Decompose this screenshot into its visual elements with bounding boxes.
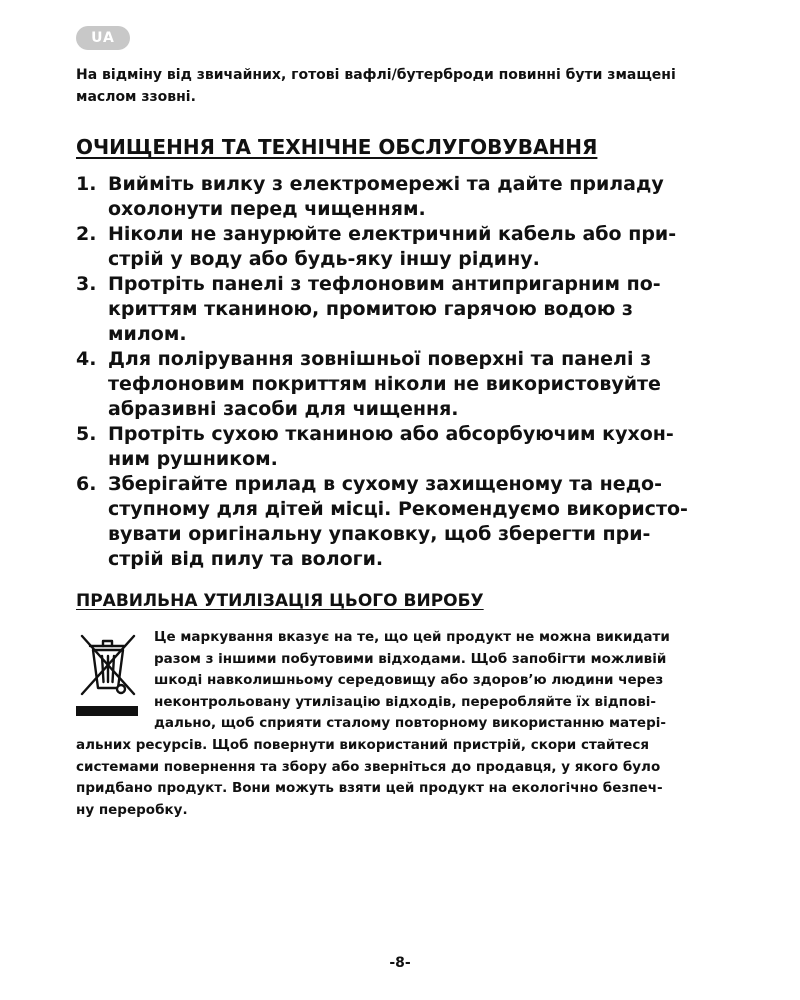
step-number: 2.	[76, 223, 97, 245]
step-text-line: Зберігайте прилад в сухому захищеному та недо-	[108, 473, 662, 495]
intro-line: На відміну від звичайних, готові вафлі/бутерброди повинні бути змащені	[76, 67, 676, 83]
step-text-line: криттям тканиною, промитою гарячою водою з	[108, 298, 633, 320]
disposal-text-line: системами повернення та збору або зверніться до продавця, у якого було	[76, 758, 661, 775]
disposal-text-line: дально, щоб сприяти сталому повторному використанню матері-	[154, 715, 666, 732]
step-text-line: тефлоновим покриттям ніколи не використовуйте	[108, 373, 661, 395]
step-number: 1.	[76, 173, 97, 195]
step-text-line: ступному для дітей місці. Рекомендуємо використо-	[108, 498, 688, 520]
language-badge: UA	[76, 26, 130, 50]
cleaning-step-6	[76, 472, 736, 572]
step-text-line: абразивні засоби для чищення.	[108, 398, 459, 420]
intro-line: маслом ззовні.	[76, 89, 196, 105]
cleaning-step-3	[76, 272, 736, 347]
step-number: 6.	[76, 473, 97, 495]
step-number: 5.	[76, 423, 97, 445]
disposal-text-line: ну переробку.	[76, 801, 188, 818]
disposal-text-line: неконтрольовану утилізацію відходів, переробляйте їх відпові-	[154, 693, 657, 710]
disposal-text-line: придбано продукт. Вони можуть взяти цей продукт на екологічно безпеч-	[76, 780, 663, 797]
intro-paragraph	[76, 64, 736, 108]
step-text-line: стрій у воду або будь-яку іншу рідину.	[108, 248, 540, 270]
step-text-line: Вийміть вилку з електромережі та дайте приладу	[108, 173, 664, 195]
step-text-line: стрій від пилу та вологи.	[108, 548, 384, 570]
cleaning-step-4	[76, 347, 736, 422]
step-text-line: ним рушником.	[108, 448, 278, 470]
step-text-line: милом.	[108, 323, 187, 345]
cleaning-steps-list	[76, 172, 736, 572]
cleaning-heading: ОЧИЩЕННЯ ТА ТЕХНІЧНЕ ОБСЛУГОВУВАННЯ	[76, 135, 598, 159]
step-number: 3.	[76, 273, 97, 295]
disposal-text-line: альних ресурсів. Щоб повернути використаний пристрій, скори стайтеся	[76, 736, 649, 753]
cleaning-step-5	[76, 422, 736, 472]
step-text-line: Ніколи не занурюйте електричний кабель або при-	[108, 223, 677, 245]
step-text-line: Протріть сухою тканиною або абсорбуючим кухон-	[108, 423, 674, 445]
disposal-paragraph	[76, 627, 736, 821]
cleaning-step-1	[76, 172, 736, 222]
step-text-line: Протріть панелі з тефлоновим антипригарним по-	[108, 273, 661, 295]
disposal-text-line: шкоді навколишньому середовищу або здоров’ю людини через	[154, 672, 664, 689]
step-number: 4.	[76, 348, 97, 370]
step-text-line: охолонути перед чищенням.	[108, 198, 426, 220]
disposal-heading: ПРАВИЛЬНА УТИЛІЗАЦІЯ ЦЬОГО ВИРОБУ	[76, 591, 484, 611]
disposal-text-line: Це маркування вказує на те, що цей продукт не можна викидати	[154, 629, 670, 645]
cleaning-step-2	[76, 222, 736, 272]
page-number: -8-	[389, 955, 411, 971]
disposal-text-line: разом з іншими побутовими відходами. Щоб запобігти можливій	[154, 650, 667, 667]
step-text-line: Для полірування зовнішньої поверхні та панелі з	[108, 348, 652, 370]
step-text-line: вувати оригінальну упаковку, щоб зберегти при-	[108, 523, 651, 545]
